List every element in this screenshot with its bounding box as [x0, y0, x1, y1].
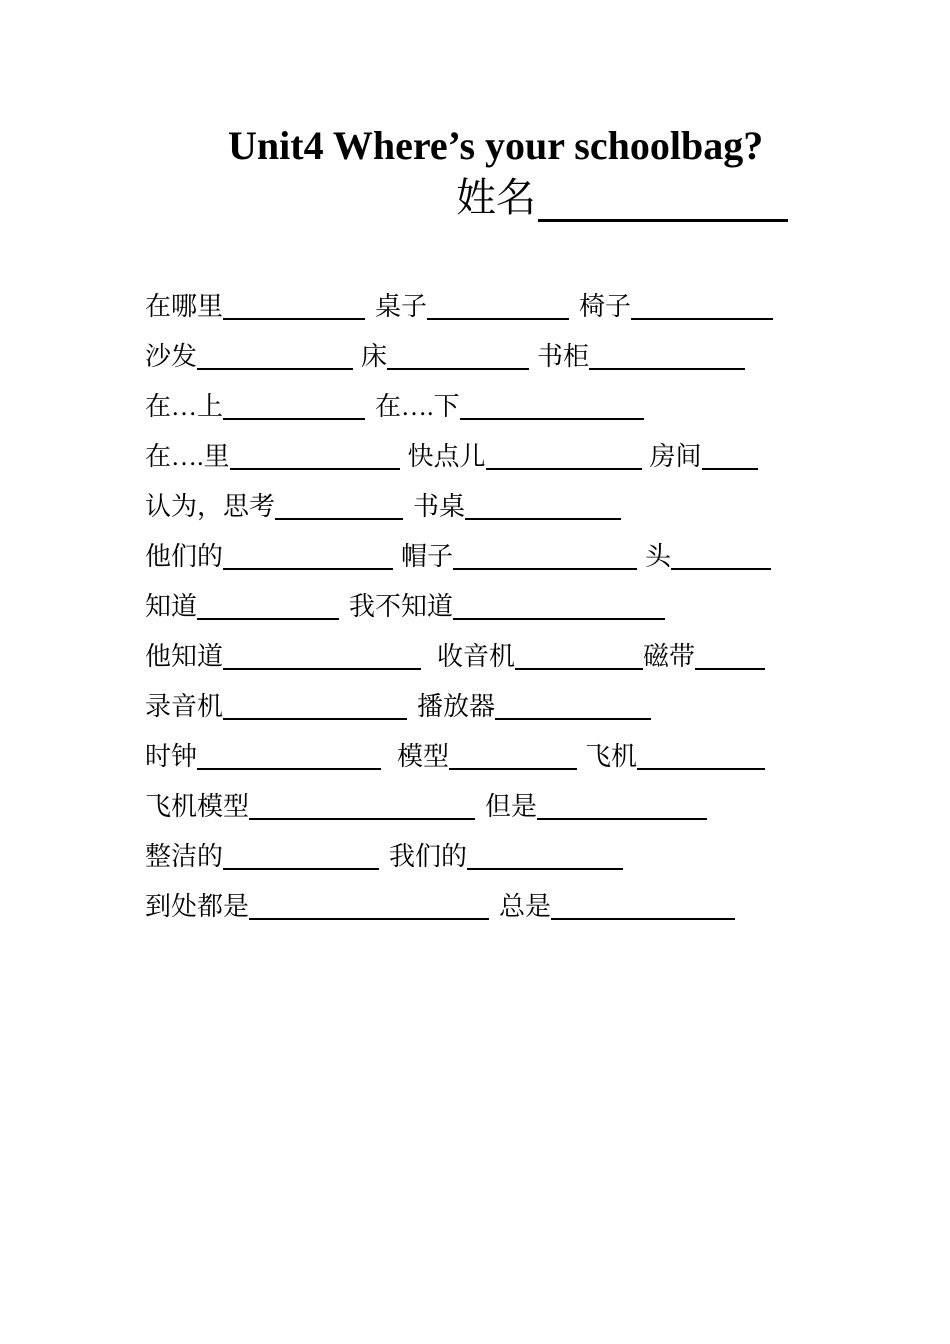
answer-blank[interactable] [702, 444, 758, 470]
vocabulary-label: 在….下 [375, 392, 460, 421]
answer-blank[interactable] [223, 294, 365, 320]
vocabulary-row [145, 326, 805, 376]
vocabulary-item [413, 494, 621, 520]
vocabulary-item [537, 344, 745, 370]
answer-blank[interactable] [249, 794, 475, 820]
vocabulary-item [145, 594, 339, 620]
vocabulary-label: 书桌 [413, 492, 466, 521]
vocabulary-item [650, 444, 758, 470]
answer-blank[interactable] [515, 644, 643, 670]
vocabulary-item [145, 444, 400, 470]
vocabulary-row [145, 476, 805, 526]
answer-blank[interactable] [453, 544, 637, 570]
vocabulary-item [645, 544, 771, 570]
answer-blank[interactable] [223, 694, 407, 720]
vocabulary-label: 飞机 [585, 742, 638, 771]
vocabulary-label: 在哪里 [145, 292, 224, 321]
answer-blank[interactable] [589, 344, 745, 370]
vocabulary-row [145, 576, 805, 626]
vocabulary-label: 快点儿 [407, 442, 486, 471]
vocabulary-item [145, 644, 421, 670]
vocabulary-label: 但是 [485, 792, 538, 821]
answer-blank[interactable] [453, 594, 665, 620]
vocabulary-item [145, 294, 365, 320]
vocabulary-label: 到处都是 [145, 892, 250, 921]
vocabulary-label: 房间 [649, 442, 702, 471]
vocabulary-item [397, 744, 577, 770]
vocabulary-label: 帽子 [401, 542, 454, 571]
vocabulary-row [145, 876, 805, 926]
vocabulary-row [145, 276, 805, 326]
vocabulary-label: 模型 [397, 742, 450, 771]
answer-blank[interactable] [695, 644, 765, 670]
vocabulary-item [375, 394, 644, 420]
vocabulary-item [145, 894, 489, 920]
vocabulary-row [145, 526, 805, 576]
vocabulary-item [389, 844, 623, 870]
vocabulary-item [145, 694, 407, 720]
vocabulary-item [361, 344, 529, 370]
vocabulary-label: 床 [361, 342, 388, 371]
vocabulary-item [375, 294, 569, 320]
answer-blank[interactable] [223, 644, 421, 670]
answer-blank[interactable] [249, 894, 489, 920]
vocabulary-item [145, 394, 365, 420]
vocabulary-label: 书柜 [537, 342, 590, 371]
vocabulary-label: 总是 [499, 892, 552, 921]
vocabulary-item [579, 294, 773, 320]
vocabulary-row [145, 776, 805, 826]
answer-blank[interactable] [230, 444, 400, 470]
vocabulary-row [145, 726, 805, 776]
vocabulary-row [145, 426, 805, 476]
answer-blank[interactable] [427, 294, 569, 320]
name-label: 姓名 [456, 175, 536, 220]
vocabulary-list [145, 276, 805, 926]
vocabulary-label: 椅子 [579, 292, 632, 321]
vocabulary-label: 录音机 [145, 692, 224, 721]
answer-blank[interactable] [486, 444, 642, 470]
answer-blank[interactable] [637, 744, 765, 770]
vocabulary-label: 飞机模型 [145, 792, 250, 821]
vocabulary-label: 磁带 [643, 642, 696, 671]
page-title: Unit4 Where’s your schoolbag? [228, 123, 764, 168]
vocabulary-label: 他们的 [145, 542, 224, 571]
vocabulary-label: 在…上 [145, 392, 224, 421]
name-field [456, 174, 788, 222]
name-blank[interactable] [538, 183, 788, 222]
vocabulary-label: 我不知道 [349, 592, 454, 621]
vocabulary-label: 播放器 [417, 692, 496, 721]
vocabulary-item [145, 844, 379, 870]
vocabulary-item [408, 444, 642, 470]
vocabulary-item [401, 544, 637, 570]
vocabulary-label: 整洁的 [145, 842, 224, 871]
answer-blank[interactable] [387, 344, 529, 370]
vocabulary-label: 桌子 [375, 292, 428, 321]
answer-blank[interactable] [197, 594, 339, 620]
answer-blank[interactable] [537, 794, 707, 820]
vocabulary-label: 头 [645, 542, 672, 571]
vocabulary-label: 他知道 [145, 642, 224, 671]
answer-blank[interactable] [671, 544, 771, 570]
answer-blank[interactable] [275, 494, 403, 520]
answer-blank[interactable] [495, 694, 651, 720]
vocabulary-row [145, 376, 805, 426]
vocabulary-item [145, 744, 381, 770]
answer-blank[interactable] [465, 494, 621, 520]
answer-blank[interactable] [223, 394, 365, 420]
vocabulary-item [437, 644, 643, 670]
vocabulary-row [145, 626, 805, 676]
vocabulary-item [585, 744, 765, 770]
vocabulary-label: 认为，思考 [145, 492, 276, 521]
answer-blank[interactable] [449, 744, 577, 770]
vocabulary-item [145, 794, 475, 820]
answer-blank[interactable] [223, 544, 393, 570]
vocabulary-row [145, 676, 805, 726]
vocabulary-row [145, 826, 805, 876]
vocabulary-item [643, 644, 765, 670]
answer-blank[interactable] [197, 744, 381, 770]
vocabulary-item [145, 344, 353, 370]
vocabulary-label: 收音机 [437, 642, 516, 671]
answer-blank[interactable] [197, 344, 353, 370]
vocabulary-item [349, 594, 665, 620]
answer-blank[interactable] [551, 894, 735, 920]
vocabulary-item [145, 544, 393, 570]
vocabulary-label: 知道 [145, 592, 198, 621]
vocabulary-item [417, 694, 651, 720]
vocabulary-item [145, 494, 403, 520]
vocabulary-label: 沙发 [145, 342, 198, 371]
answer-blank[interactable] [460, 394, 644, 420]
answer-blank[interactable] [223, 844, 379, 870]
vocabulary-item [485, 794, 707, 820]
answer-blank[interactable] [631, 294, 773, 320]
vocabulary-label: 时钟 [145, 742, 198, 771]
answer-blank[interactable] [467, 844, 623, 870]
vocabulary-label: 我们的 [389, 842, 468, 871]
vocabulary-label: 在….里 [145, 442, 230, 471]
vocabulary-item [499, 894, 735, 920]
